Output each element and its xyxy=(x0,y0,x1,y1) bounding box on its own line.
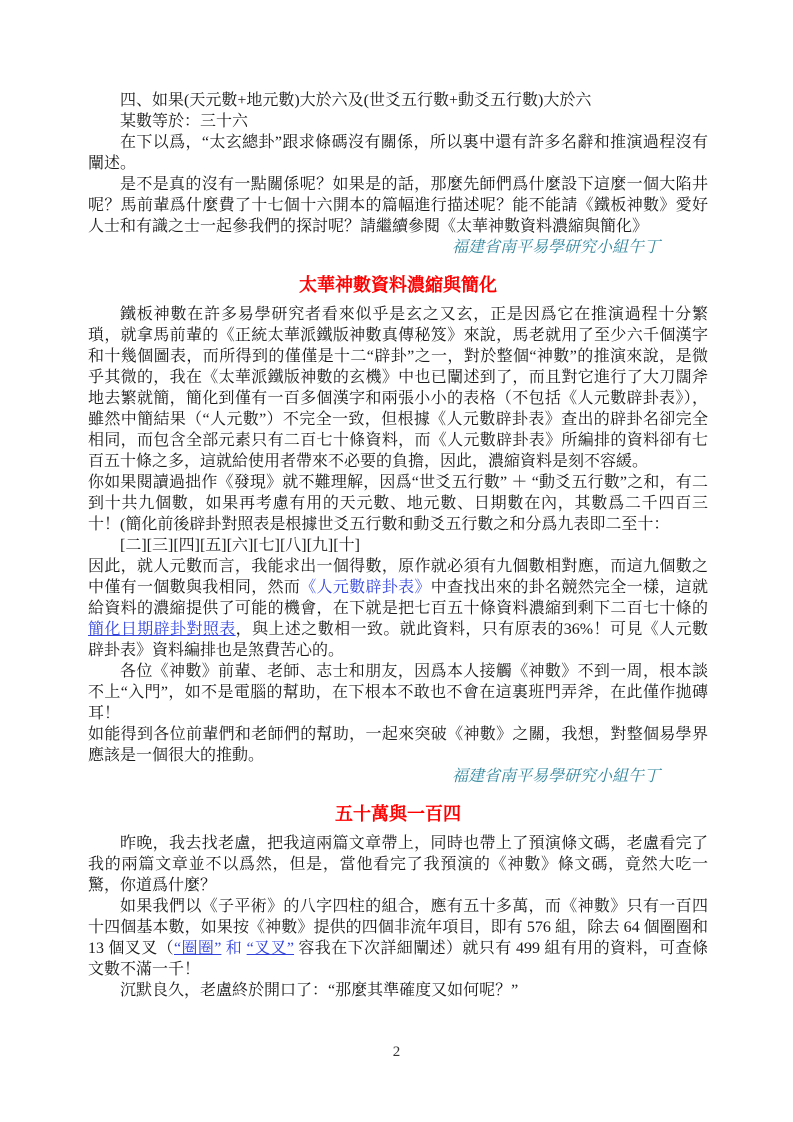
paragraph-fivehundredk-3: 沉默良久，老盧終於開口了：“那麼其準確度又如何呢？” xyxy=(120,982,519,999)
section-title-concentration: 太華神數資料濃縮與簡化 xyxy=(299,275,497,295)
text-segment: 中查找出來的卦名競然完全一樣，這就給資料的濃縮提供了可能的機會，在下就是把七百五十條資料濃縮到剩下二百七十條的 xyxy=(88,579,708,617)
paragraph-concentration-4 xyxy=(88,556,708,661)
text-segment-and: 和 xyxy=(221,940,247,957)
paragraph-intro-condition: 四、如果(天元數+地元數)大於六及(世爻五行數+動爻五行數)大於六 xyxy=(120,92,592,109)
text-segment: 如果我們以《子平術》的八字四柱的組合，應有五十多萬，而《神數》只有一百四十四個基本數，如果按《神數》提供的四個非流年項目，即有 576 組，除去 64 個圈圈和 13 個叉叉（ xyxy=(88,898,708,957)
paragraph-intro-opinion: 在下以爲，“太玄總卦”跟求條碼沒有關係，所以裏中還有許多名辭和推演過程沒有闡述。 xyxy=(88,134,708,172)
text-segment: ，與上述之數相一致。就此資料，只有原表的36%！可見《人元數辟卦表》資料編排也是煞費苦心的。 xyxy=(88,621,708,659)
paragraph-fivehundredk-2 xyxy=(88,896,708,980)
page-number: 2 xyxy=(392,1044,401,1060)
paragraph-intro-question: 是不是真的沒有一點關係呢？如果是的話，那麼先師們爲什麼設下這麼一個大陷井呢？馬前輩爲什麼費了十七個十六開本的篇幅進行描述呢？能不能請《鐵板神數》愛好人士和有識之士一起參我們的探討呢？請繼續參閱《太華神數資料濃縮與簡化》 xyxy=(88,176,708,235)
paragraph-intro-result: 某數等於：三十六 xyxy=(120,113,249,130)
author-signature: 福建省南平易學研究小組午丁 xyxy=(451,239,660,256)
paragraph-concentration-5: 各位《神數》前輩、老師、志士和朋友，因爲本人接觸《神數》不到一周，根本談不上“入門”，如不是電腦的幫助，在下根本不敢也不會在這裏班門弄斧，在此僅作拋磚耳！ xyxy=(88,663,708,722)
document-content xyxy=(88,90,708,1001)
text-segment: 容我在下次詳細闡述）就只有 499 組有用的資料，可查條文數不滿一千！ xyxy=(88,940,708,978)
author-signature: 福建省南平易學研究小組午丁 xyxy=(451,768,660,785)
link-circles[interactable]: “圈圈” xyxy=(174,940,222,957)
link-crosses[interactable]: “叉叉” xyxy=(246,940,295,957)
link-simplified-date-table[interactable]: 簡化日期辟卦對照表 xyxy=(88,621,236,638)
paragraph-concentration-2: 你如果閱讀過拙作《發現》就不難理解，因爲“世爻五行數” ＋ “動爻五行數”之和，有二到十共九個數，如果再考慮有用的天元數、地元數、日期數在內，其數爲二千四百三十！(簡化前後辟卦對照表是根據世爻五行數和動爻五行數之和分爲九表即二至十： xyxy=(88,474,708,533)
section-title-fivehundredk: 五十萬與一百四 xyxy=(335,804,461,824)
paragraph-concentration-6: 如能得到各位前輩們和老師們的幫助，一起來突破《神數》之關，我想，對整個易學界應該是一個很大的推動。 xyxy=(88,726,708,764)
link-renyuan-table[interactable]: 《人元數辟卦表》 xyxy=(300,579,431,596)
paragraph-concentration-1: 鐵板神數在許多易學研究者看來似乎是玄之又玄，正是因爲它在推演過程十分繁瑣，就拿馬前輩的《正統太華派鐵版神數真傳秘笈》來說，馬老就用了至少六千個漢字和十幾個圖表，而所得到的僅僅是十二“辟卦”之一，對於整個“神數”的推演來說，是微乎其微的，我在《太華派鐵版神數的玄機》中也已闡述到了，而且對它進行了大刀闊斧地去繁就簡，簡化到僅有一百多個漢字和兩張小小的表格（不包括《人元數辟卦表》），雖然中簡結果（“人元數”）不完全一致，但根據《人元數辟卦表》查出的辟卦名卻完全相同，而包含全部元素只有二百七十條資料，而《人元數辟卦表》所編排的資料卻有七百五十條之多，這就給使用者帶來不必要的負擔，因此，濃縮資料是刻不容緩。 xyxy=(88,306,708,470)
text-segment: 因此，就人元數而言，我能求出一個得數，原作就必須有九個數相對應，而這九個數之中僅有一個數與我相同，然而 xyxy=(88,558,708,596)
bracket-row: [二][三][四][五][六][七][八][九][十] xyxy=(120,537,360,554)
paragraph-fivehundredk-1: 昨晚，我去找老盧，把我這兩篇文章帶上，同時也帶上了預演條文碼，老盧看完了我的兩篇文章並不以爲然，但是，當他看完了我預演的《神數》條文碼，竟然大吃一驚，你道爲什麼？ xyxy=(88,835,708,894)
